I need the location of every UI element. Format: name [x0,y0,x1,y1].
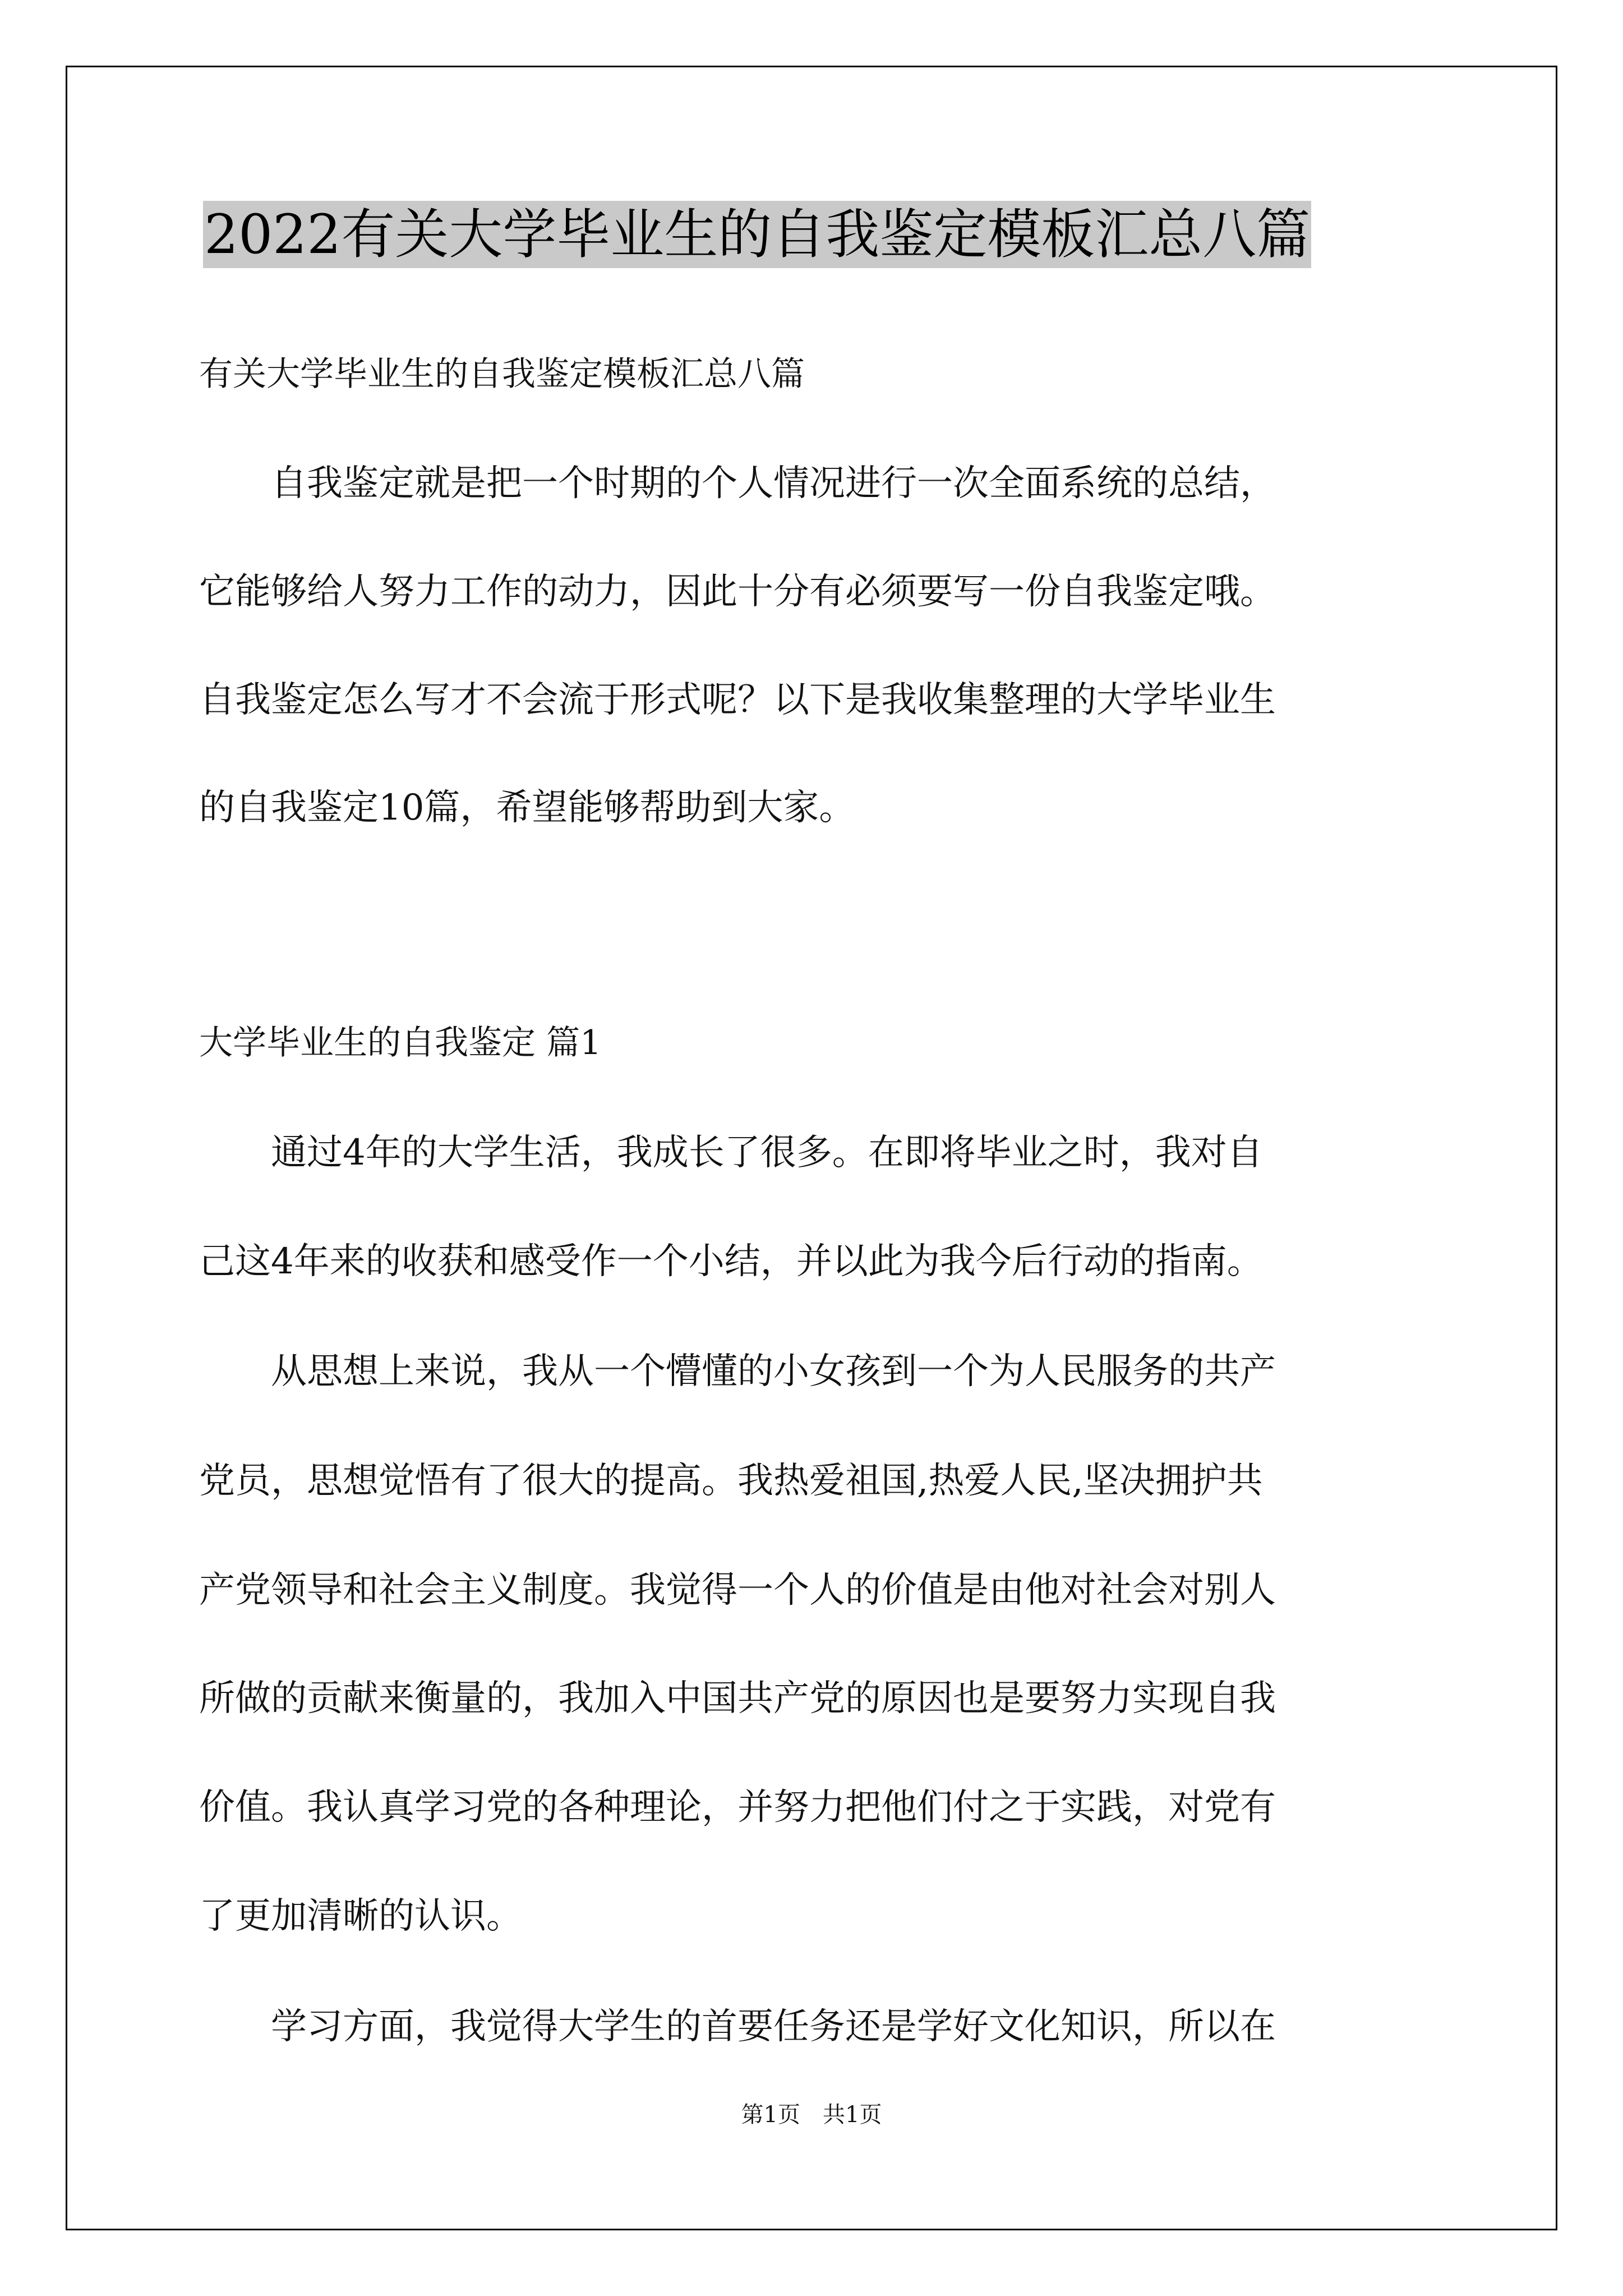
body-line-8: 了更加清晰的认识。 [199,1895,522,1937]
body-line-3: 从思想上来说，我从一个懵懂的小女孩到一个为人民服务的共产 [199,1351,1276,1392]
intro-line-2: 它能够给人努力工作的动力，因此十分有必须要写一份自我鉴定哦。 [199,571,1276,613]
body-line-6: 所做的贡献来衡量的，我加入中国共产党的原因也是要努力实现自我 [199,1678,1276,1719]
body-line-9: 学习方面，我觉得大学生的首要任务还是学好文化知识，所以在 [199,2006,1276,2047]
body-line-1: 通过4年的大学生活，我成长了很多。在即将毕业之时，我对自 [199,1132,1263,1174]
body-line-4: 党员，思想觉悟有了很大的提高。我热爱祖国,热爱人民,坚决拥护共 [199,1460,1263,1502]
body-line-2: 己这4年来的收获和感受作一个小结，并以此为我今后行动的指南。 [199,1241,1263,1282]
document-title: 2022有关大学毕业生的自我鉴定模板汇总八篇 [203,201,1311,268]
document-subtitle: 有关大学毕业生的自我鉴定模板汇总八篇 [199,355,805,394]
body-line-7: 价值。我认真学习党的各种理论，并努力把他们付之于实践，对党有 [199,1787,1276,1828]
section-heading: 大学毕业生的自我鉴定 篇1 [199,1023,602,1062]
intro-line-4: 的自我鉴定10篇，希望能够帮助到大家。 [199,787,855,829]
page-footer: 第1页 共1页 [741,2102,882,2128]
intro-line-3: 自我鉴定怎么写才不会流于形式呢？以下是我收集整理的大学毕业生 [199,679,1276,721]
intro-line-1: 自我鉴定就是把一个时期的个人情况进行一次全面系统的总结， [199,463,1276,504]
body-line-5: 产党领导和社会主义制度。我觉得一个人的价值是由他对社会对别人 [199,1570,1276,1611]
